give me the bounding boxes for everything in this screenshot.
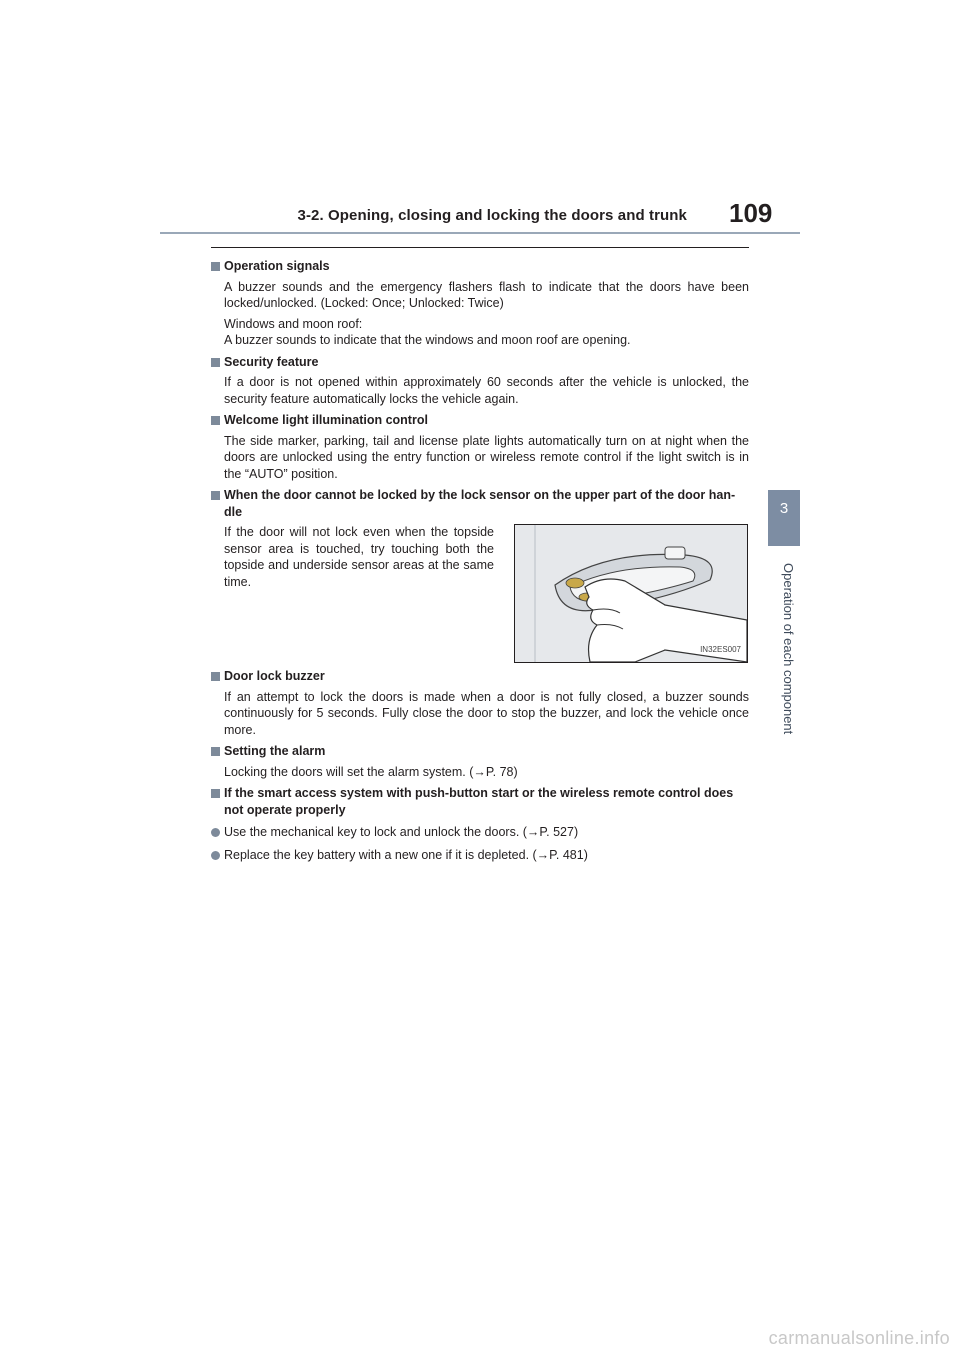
chapter-title: Operation of each component: [781, 563, 796, 735]
item-paragraph: Locking the doors will set the alarm system. (→P. 78): [224, 764, 518, 779]
item-welcome-light: [211, 412, 749, 482]
item-paragraph: A buzzer sounds and the emergency flashers flash to indicate that the doors have been locked/unlocked. (Locked: Once; Unlocked: Twice): [224, 279, 749, 310]
text-figure-row: [211, 524, 749, 663]
list-item: Replace the key battery with a new one if it is depleted. (→P. 481): [211, 847, 749, 864]
figure-code: IN32ES007: [700, 644, 741, 654]
item-lock-sensor: [211, 487, 749, 663]
section-header-title: 3-2. Opening, closing and locking the doors and trunk: [297, 207, 687, 224]
item-heading: Welcome light illumination control: [211, 412, 749, 429]
square-bullet-icon: [211, 262, 220, 271]
item-heading: Security feature: [211, 354, 749, 371]
circle-bullet-icon: [211, 828, 220, 837]
header-divider: [160, 232, 800, 234]
chapter-number: 3: [779, 500, 789, 517]
item-paragraph: If the door will not lock even when the topside sensor area is touched, try touching both the topside and underside sensor areas at the same time.: [224, 525, 494, 589]
item-paragraph: If a door is not opened within approximately 60 seconds after the vehicle is unlocked, the security feature automatically locks the vehicle again.: [224, 375, 749, 406]
item-heading: If the smart access system with push-button start or the wireless remote control does not operate properly: [211, 785, 749, 818]
square-bullet-icon: [211, 672, 220, 681]
item-smart-access-trouble: [211, 785, 749, 863]
item-heading: Door lock buzzer: [211, 668, 749, 685]
square-bullet-icon: [211, 416, 220, 425]
list-item: Use the mechanical key to lock and unlock the doors. (→P. 527): [211, 824, 749, 841]
door-handle-illustration: [514, 524, 748, 663]
square-bullet-icon: [211, 747, 220, 756]
item-paragraph: If an attempt to lock the doors is made when a door is not fully closed, a buzzer sounds continuously for 5 seconds. Fully close the door to stop the buzzer, and lock the vehicle once more.: [224, 689, 749, 737]
square-bullet-icon: [211, 358, 220, 367]
item-door-lock-buzzer: [211, 668, 749, 738]
square-bullet-icon: [211, 789, 220, 798]
item-paragraph: The side marker, parking, tail and license plate lights automatically turn on at night when the doors are unlocked using the entry function or wireless remote control if the light switch is in the “AUTO” position.: [224, 433, 749, 481]
item-heading: When the door cannot be locked by the lock sensor on the upper part of the door han-dle: [211, 487, 749, 520]
item-security-feature: [211, 354, 749, 408]
page-content: [211, 258, 749, 868]
item-paragraph: Windows and moon roof: A buzzer sounds to indicate that the windows and moon roof are opening.: [224, 316, 631, 347]
chapter-tab: [768, 490, 800, 546]
item-heading: Setting the alarm: [211, 743, 749, 760]
section-rule: [211, 247, 749, 248]
item-operation-signals: [211, 258, 749, 349]
watermark: carmanualsonline.info: [768, 1328, 950, 1348]
item-setting-alarm: [211, 743, 749, 780]
circle-bullet-icon: [211, 851, 220, 860]
page-number: 109: [729, 198, 773, 228]
square-bullet-icon: [211, 491, 220, 500]
item-heading: Operation signals: [211, 258, 749, 275]
